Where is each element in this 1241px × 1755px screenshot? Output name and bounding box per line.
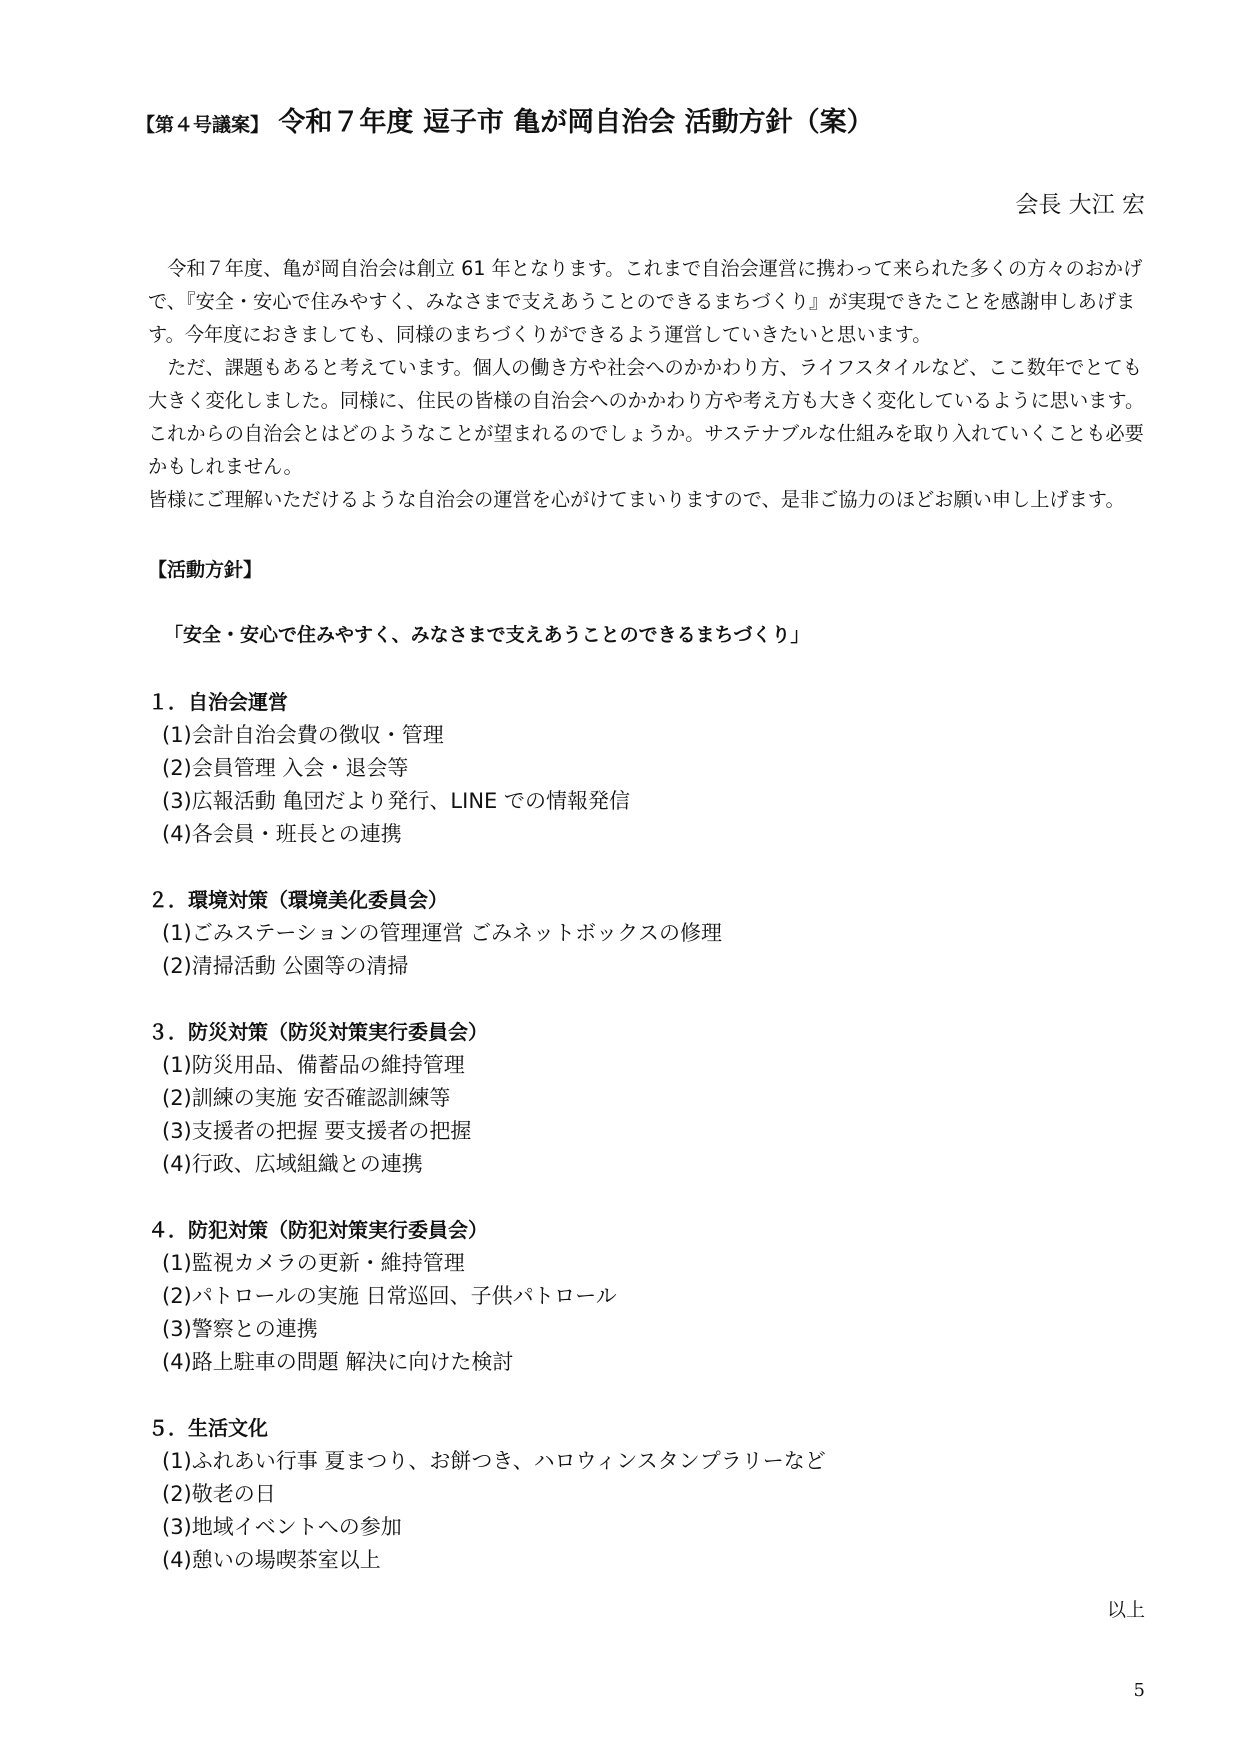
section-management [148, 686, 1148, 851]
policy-sections [148, 686, 1148, 1610]
title-main: 令和７年度 逗子市 亀が岡自治会 活動方針（案） [278, 107, 874, 138]
list-item: (4)行政、広域組織との連携 [162, 1152, 423, 1176]
intro-paragraph-1: 令和７年度、亀が岡自治会は創立 61 年となります。これまで自治会運営に携わって来られた多くの方々のおかげで、『安全・安心で住みやすく、みなさまで支えあうことのできるまちづくり』が実現できたことを感謝申しあげます。今年度におきましても、同様のまちづくりができるよう運営していきたいと思います。 [148, 257, 1143, 346]
list-item: (1)会計自治会費の徴収・管理 [162, 723, 444, 747]
policy-heading: 【活動方針】 [148, 559, 263, 581]
section-crime-prevention [148, 1214, 1148, 1379]
section-title: ４．防犯対策（防犯対策実行委員会） [148, 1218, 488, 1242]
closing-mark: 以上 [1106, 1599, 1145, 1621]
list-item: (2)訓練の実施 安否確認訓練等 [162, 1086, 451, 1110]
policy-motto: 「安全・安心で住みやすく、みなさまで支えあうことのできるまちづくり」 [164, 624, 810, 646]
section-environment [148, 884, 1148, 983]
intro-paragraph-3: 皆様にご理解いただけるような自治会の運営を心がけてまいりますので、是非ご協力のほどお願い申し上げます。 [148, 488, 1125, 511]
list-item: (2)パトロールの実施 日常巡回、子供パトロール [162, 1284, 617, 1308]
list-item: (1)防災用品、備蓄品の維持管理 [162, 1053, 465, 1077]
list-item: (2)会員管理 入会・退会等 [162, 756, 409, 780]
document-title [136, 100, 874, 139]
list-item: (3)広報活動 亀団だより発行、LINE での情報発信 [162, 789, 630, 813]
section-title: １．自治会運営 [148, 690, 288, 714]
list-item: (1)監視カメラの更新・維持管理 [162, 1251, 465, 1275]
list-item: (3)地域イベントへの参加 [162, 1515, 402, 1539]
list-item: (2)敬老の日 [162, 1482, 276, 1506]
section-disaster-prevention [148, 1016, 1148, 1181]
page-number: 5 [1133, 1680, 1145, 1701]
list-item: (2)清掃活動 公園等の清掃 [162, 954, 409, 978]
section-lifestyle-culture [148, 1412, 1148, 1577]
list-item: (4)憩いの場喫茶室以上 [162, 1548, 381, 1572]
title-prefix: 【第４号議案】 [136, 114, 270, 136]
author-line: 会長 大江 宏 [1015, 192, 1145, 218]
intro-paragraph-2: ただ、課題もあると考えています。個人の働き方や社会へのかかわり方、ライフスタイルなど、ここ数年でとても大きく変化しました。同様に、住民の皆様の自治会へのかかわり方や考え方も大きく変化しているように思います。これからの自治会とはどのようなことが望まれるのでしょうか。サステナブルな仕組みを取り入れていくことも必要かもしれません。 [148, 356, 1145, 478]
intro-body [148, 252, 1148, 516]
section-title: ５．生活文化 [148, 1416, 268, 1440]
list-item: (3)支援者の把握 要支援者の把握 [162, 1119, 472, 1143]
list-item: (1)ごみステーションの管理運営 ごみネットボックスの修理 [162, 921, 722, 945]
section-title: ２．環境対策（環境美化委員会） [148, 888, 448, 912]
list-item: (4)各会員・班長との連携 [162, 822, 402, 846]
list-item: (3)警察との連携 [162, 1317, 318, 1341]
list-item: (1)ふれあい行事 夏まつり、お餅つき、ハロウィンスタンプラリーなど [162, 1449, 826, 1473]
section-title: ３．防災対策（防災対策実行委員会） [148, 1020, 488, 1044]
list-item: (4)路上駐車の問題 解決に向けた検討 [162, 1350, 514, 1374]
